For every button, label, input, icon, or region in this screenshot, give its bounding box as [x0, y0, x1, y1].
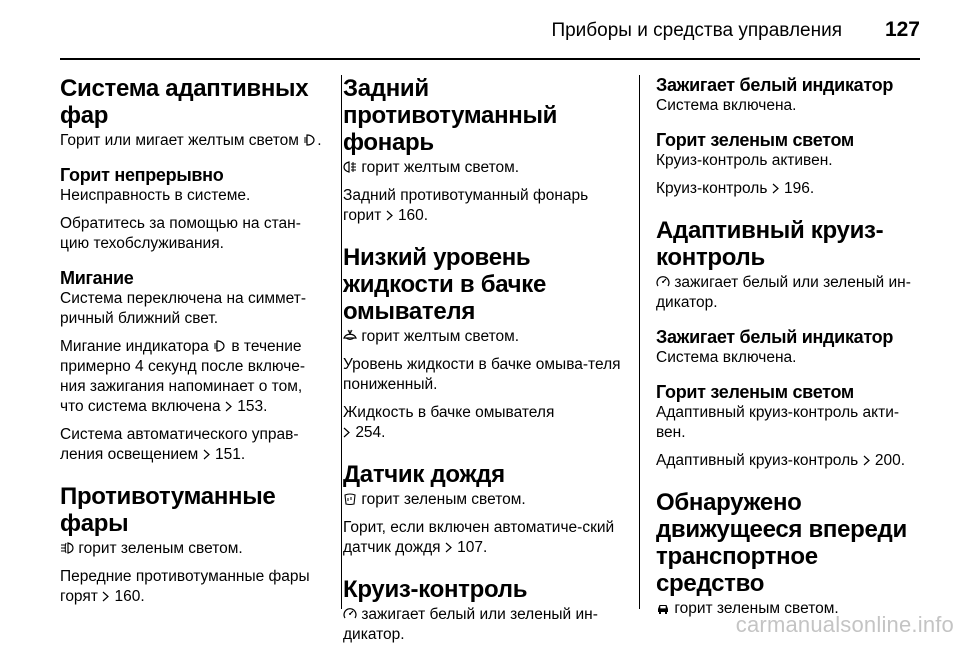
paragraph — [60, 425, 328, 465]
text: зажигает белый или зеленый ин-дикатор. — [343, 606, 598, 643]
paragraph: Обратитесь за помощью на стан-цию техобслуживания. — [60, 215, 301, 252]
page-ref-arrow-icon — [203, 449, 211, 460]
page-ref[interactable]: 196. — [784, 180, 815, 197]
page-title: Приборы и средства управления — [551, 20, 842, 41]
paragraph — [343, 403, 625, 443]
heading-rear-fog: Задний противотуманный фонарь — [343, 75, 558, 156]
page-ref-arrow-icon — [343, 427, 351, 438]
column-divider-2 — [639, 75, 640, 609]
heading-vehicle-detected: Обнаружено движущееся впереди транспортное средство — [656, 489, 907, 597]
page-ref-arrow-icon — [386, 210, 394, 221]
text: Жидкость в бачке омывателя — [343, 404, 555, 421]
page-ref[interactable]: 107. — [457, 539, 488, 556]
heading-front-fog: Противотуманные фары — [60, 483, 276, 537]
paragraph: Система включена. — [656, 97, 797, 114]
header-rule — [60, 58, 920, 60]
paragraph — [343, 186, 625, 226]
page-ref-arrow-icon — [445, 542, 453, 553]
rear-fog-light-icon — [343, 160, 357, 174]
page-ref-arrow-icon — [102, 591, 110, 602]
paragraph — [60, 539, 328, 559]
paragraph — [343, 490, 625, 510]
paragraph: Система переключена на симмет-ричный ближний свет. — [60, 290, 307, 327]
column-3 — [656, 75, 920, 617]
paragraph — [343, 327, 625, 347]
watermark: carmanualsonline.info — [735, 612, 954, 637]
heading-white-indicator: Зажигает белый индикатор — [656, 327, 894, 347]
page-ref[interactable]: 200. — [874, 452, 906, 469]
paragraph: Уровень жидкости в бачке омыва-теля пониженный. — [343, 356, 621, 393]
rain-sensor-icon — [343, 492, 357, 506]
paragraph: Неисправность в системе. — [60, 187, 251, 204]
washer-fluid-icon — [343, 329, 357, 343]
heading-rain-sensor: Датчик дождя — [343, 461, 505, 488]
text: зажигает белый или зеленый ин-дикатор. — [656, 274, 911, 311]
front-fog-light-icon — [60, 541, 74, 555]
page-ref-arrow-icon — [772, 183, 780, 194]
adaptive-light-icon — [303, 133, 317, 147]
text: в течение примерно 4 секунд после включе-ния зажигания напоминает о том, что система включена — [60, 338, 306, 415]
heading-green-light: Горит зеленым светом — [656, 382, 854, 402]
column-divider-1 — [341, 75, 342, 609]
paragraph — [343, 605, 625, 645]
vehicle-ahead-icon — [656, 601, 670, 615]
paragraph: Круиз-контроль активен. — [656, 152, 833, 169]
page-ref[interactable]: 160. — [397, 207, 429, 224]
text: Мигание индикатора — [60, 338, 209, 355]
page-ref[interactable]: 153. — [237, 398, 268, 415]
text: Система автоматического управ-ления освещением — [60, 426, 299, 463]
heading-cruise-control: Круиз-контроль — [343, 576, 528, 603]
page-header — [0, 20, 960, 50]
text: горит желтым светом. — [361, 328, 520, 345]
heading-adaptive-lights: Система адаптивных фар — [60, 75, 309, 129]
cruise-control-icon — [656, 275, 670, 289]
paragraph — [656, 179, 920, 199]
page-ref[interactable]: 254. — [355, 424, 386, 441]
text: Передние противотуманные фары горят — [60, 568, 310, 605]
column-1 — [60, 75, 328, 609]
text: горит желтым светом. — [361, 159, 520, 176]
text: Задний противотуманный фонарь горит — [343, 187, 589, 224]
paragraph: Адаптивный круиз-контроль акти-вен. — [656, 404, 900, 441]
text: горит зеленым светом. — [78, 540, 243, 557]
text: Круиз-контроль — [656, 180, 768, 197]
heading-white-indicator: Зажигает белый индикатор — [656, 75, 894, 95]
text: горит зеленым светом. — [674, 600, 839, 617]
text: горит зеленым светом. — [361, 491, 526, 508]
page-ref[interactable]: 151. — [214, 446, 246, 463]
adaptive-light-icon — [213, 339, 227, 353]
paragraph — [656, 273, 920, 313]
paragraph — [343, 518, 625, 558]
page-ref[interactable]: 160. — [114, 588, 145, 605]
page-ref-arrow-icon — [225, 401, 233, 412]
heading-washer-fluid: Низкий уровень жидкости в бачке омывателя — [343, 244, 547, 325]
column-2 — [343, 75, 625, 643]
page-ref-arrow-icon — [863, 455, 871, 466]
heading-continuous: Горит непрерывно — [60, 165, 224, 185]
cruise-control-icon — [343, 607, 357, 621]
text: Горит, если включен автоматиче-ский датчик дождя — [343, 519, 615, 556]
heading-adaptive-cruise: Адаптивный круиз-контроль — [656, 217, 884, 271]
heading-green-light: Горит зеленым светом — [656, 130, 854, 150]
paragraph — [343, 158, 625, 178]
text: Горит или мигает желтым светом — [60, 132, 299, 149]
paragraph: Горит или мигает желтым светом . — [60, 132, 322, 149]
paragraph — [656, 451, 920, 471]
page-number: 127 — [884, 18, 920, 41]
text: Адаптивный круиз-контроль — [656, 452, 859, 469]
paragraph: Система включена. — [656, 349, 797, 366]
heading-flashing: Мигание — [60, 268, 134, 288]
paragraph — [60, 337, 328, 417]
paragraph — [60, 567, 328, 607]
